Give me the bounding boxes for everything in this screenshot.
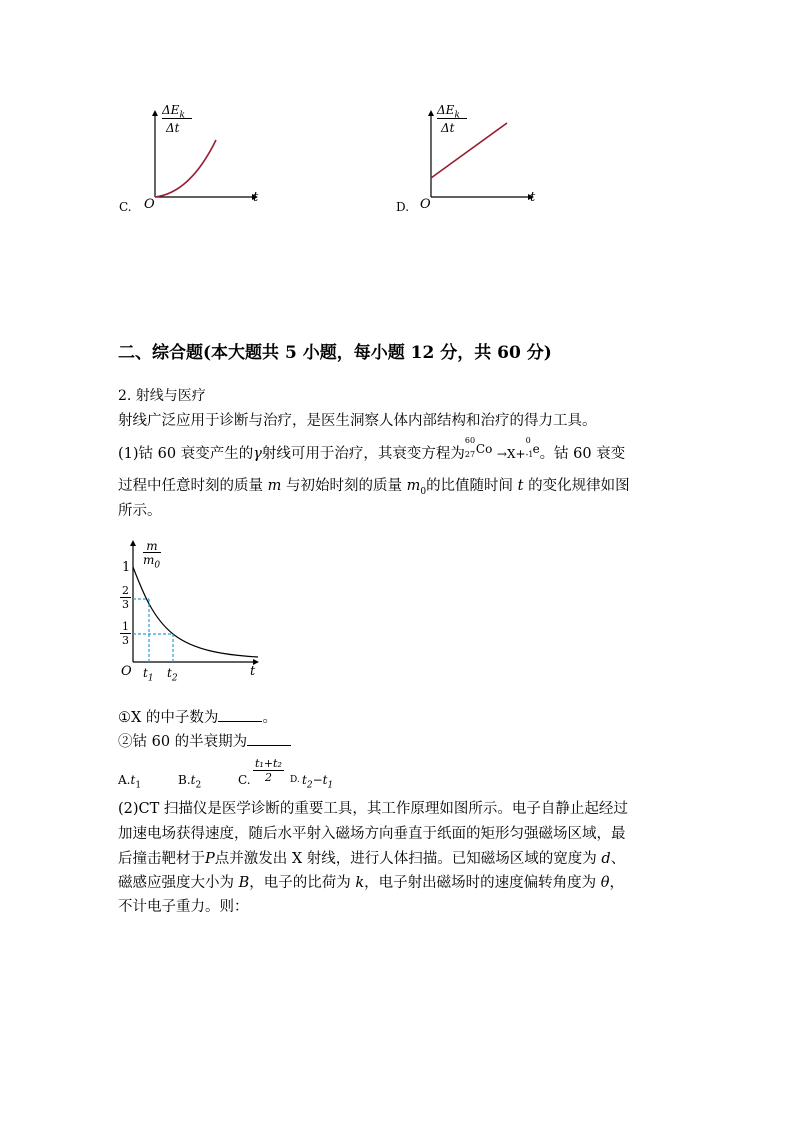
decay-origin: O <box>121 664 132 679</box>
q2-intro: 射线广泛应用于诊断与治疗，是医生洞察人体内部结构和治疗的得力工具。 <box>118 413 597 429</box>
option-d[interactable]: D. <box>290 775 300 785</box>
graph-d-y-arrow <box>428 110 434 116</box>
section-title: 二、综合题(本大题共 5 小题，每小题 12 分，共 60 分) <box>118 343 552 363</box>
graph-c-curve <box>155 140 216 197</box>
decay-y-1: 1 <box>122 560 131 575</box>
option-a[interactable]: $A.t_1$ <box>118 773 142 791</box>
q2-p2-line1: (2)CT 扫描仪是医学诊断的重要工具，其工作原理如图所示。电子自静止起经过 <box>118 801 628 817</box>
graph-c-y-arrow <box>152 110 158 116</box>
decay-y-den: $m_0$ <box>143 553 161 571</box>
graph-d-label: D. <box>396 200 410 214</box>
graph-c-svg <box>140 100 280 220</box>
decay-t-axis: t <box>250 664 256 679</box>
option-b[interactable]: $B.t_2$ <box>178 773 202 791</box>
q2-p2-line5: 不计电子重力。则： <box>118 899 249 915</box>
graph-d-origin: O <box>420 197 431 212</box>
graph-d-frac-bar <box>437 118 467 119</box>
decay-t2: $t_2$ <box>167 666 178 684</box>
graph-c-label: C. <box>119 200 132 214</box>
decay-y-23: $\frac{2}{3}$ <box>122 584 129 611</box>
decay-t1: $t_1$ <box>143 666 154 684</box>
graph-c-y-label: $\Delta E_k$ <box>162 103 185 121</box>
q2-p1-line2: 过程中任意时刻的质量 m 与初始时刻的质量 $m_0$的比值随时间 t 的变化规律如图 <box>118 478 630 497</box>
graph-c-t-label: t <box>253 190 259 205</box>
q2-p2-line4: 磁感应强度大小为 B，电子的比荷为 k，电子射出磁场时的速度偏转角度为 θ， <box>118 875 625 891</box>
option-c-frac[interactable]: $\frac{\text{t₁+t₂}}{2}$ <box>255 757 282 784</box>
graph-d-t-label: t <box>530 190 536 205</box>
answer-blank-a[interactable] <box>218 707 262 722</box>
decay-curve <box>133 567 258 657</box>
q2-title: 2. 射线与医疗 <box>118 388 206 404</box>
q2-p2-line2: 加速电场获得速度，随后水平射入磁场方向垂直于纸面的矩形匀强磁场区域，最 <box>118 826 626 842</box>
q2-b: ②钴 60 的半衰期为 <box>118 730 291 751</box>
graph-d-y-label: $\Delta E_k$ <box>437 103 460 121</box>
graph-d-y-den: Δt <box>441 121 455 135</box>
option-c[interactable]: C. <box>238 773 251 787</box>
electron: 0 -1 e <box>525 436 540 459</box>
decay-y-num: m <box>143 540 161 553</box>
q2-p2-line3: 后撞击靶材于P点并激发出 X 射线，进行人体扫描。已知磁场区域的宽度为 d、 <box>118 851 626 867</box>
graph-c-origin: O <box>144 197 155 212</box>
q2-a: ①X 的中子数为 。 <box>118 706 277 727</box>
graph-c-y-den: Δt <box>166 121 180 135</box>
co-nuclide: 60 27 Co <box>464 436 493 459</box>
decay-y-13: $\frac{1}{3}$ <box>122 620 129 647</box>
q2-p1-line3: 所示。 <box>118 503 162 519</box>
decay-graph-svg <box>118 538 268 683</box>
decay-y-arrow <box>130 540 136 546</box>
answer-blank-b[interactable] <box>247 731 291 746</box>
option-d-expr[interactable]: $t_2-t_1$ <box>302 773 334 791</box>
q2-p1-line1: (1)钴 60 衰变产生的γ射线可用于治疗，其衰变方程为 60 27 Co →X+ 0 -1 e 。钴 60 衰变 <box>118 436 626 462</box>
graph-c-frac-bar <box>162 118 192 119</box>
